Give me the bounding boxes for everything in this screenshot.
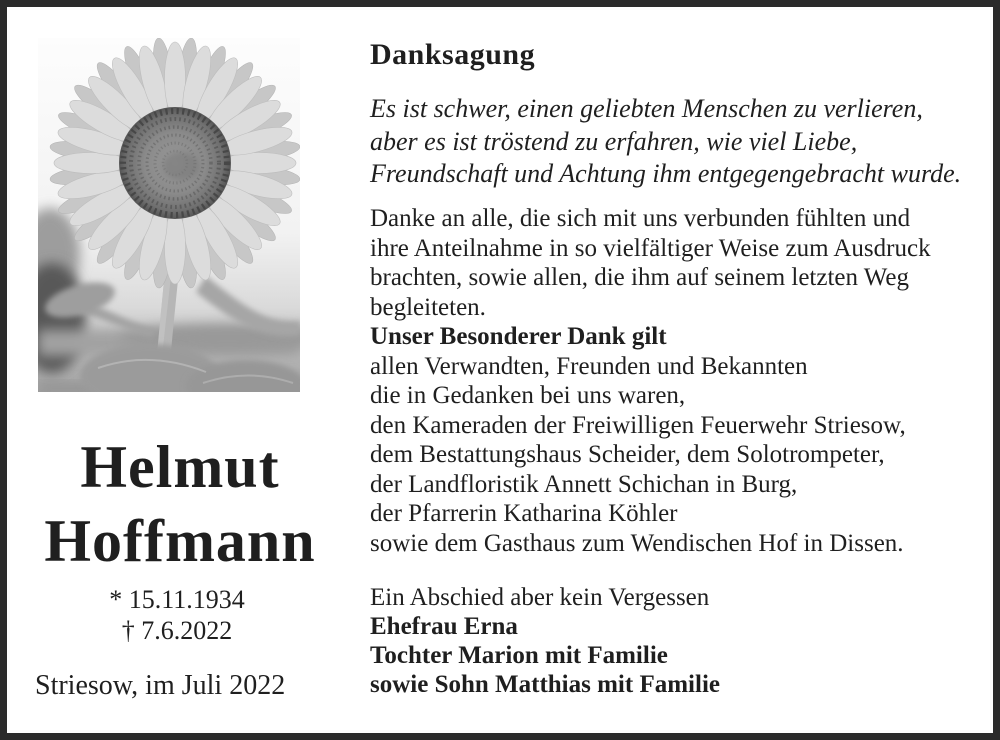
thanks-list-line: die in Gedanken bei uns waren,	[370, 382, 686, 409]
thanks-text	[370, 204, 931, 558]
thanks-list-line: dem Bestattungshaus Scheider, dem Solotrompeter,	[370, 441, 885, 468]
birth-date: * 15.11.1934	[109, 585, 245, 614]
farewell-line: Ein Abschied aber kein Vergessen	[370, 584, 710, 611]
intro-line: aber es ist tröstend zu erfahren, wie viel Liebe,	[370, 126, 858, 156]
thanks-list-line: der Pfarrerin Katharina Köhler	[370, 500, 678, 527]
sunflower-photo	[38, 38, 300, 392]
family-line: Tochter Marion mit Familie	[370, 642, 668, 669]
place-and-date: Striesow, im Juli 2022	[35, 670, 286, 701]
deceased-last-name: Hoffmann	[44, 508, 316, 574]
thanks-paragraph-line: brachten, sowie allen, die ihm auf seinem letzten Weg	[370, 264, 910, 291]
thanks-paragraph-line: ihre Anteilnahme in so vielfältiger Weise zum Ausdruck	[370, 234, 931, 262]
family-line: sowie Sohn Matthias mit Familie	[370, 671, 720, 698]
thanks-list-line: sowie dem Gasthaus zum Wendischen Hof in Dissen.	[370, 529, 904, 557]
family-line: Ehefrau Erna	[370, 613, 518, 640]
deceased-name	[18, 430, 342, 578]
thanks-list-line: den Kameraden der Freiwilligen Feuerwehr Striesow,	[370, 411, 906, 439]
intro-line: Es ist schwer, einen geliebten Menschen zu verlieren,	[370, 94, 923, 123]
life-dates	[18, 584, 336, 646]
thanks-list-line: allen Verwandten, Freunden und Bekannten	[370, 352, 808, 380]
deceased-first-name: Helmut	[80, 434, 280, 500]
death-date: † 7.6.2022	[121, 616, 233, 645]
thanks-paragraph-line: Danke an alle, die sich mit uns verbunden fühlten und	[370, 205, 911, 232]
intro-line: Freundschaft und Achtung ihm entgegengebracht wurde.	[370, 159, 962, 188]
intro-verse	[370, 93, 961, 191]
thanks-list-line: der Landfloristik Annett Schichan in Burg,	[370, 470, 798, 498]
thanks-paragraph-line: begleiteten.	[370, 293, 486, 321]
sunflower-illustration	[38, 38, 300, 392]
special-thanks-heading: Unser Besonderer Dank gilt	[370, 323, 667, 350]
closing-block	[370, 583, 720, 699]
notice-title: Danksagung	[370, 38, 536, 71]
